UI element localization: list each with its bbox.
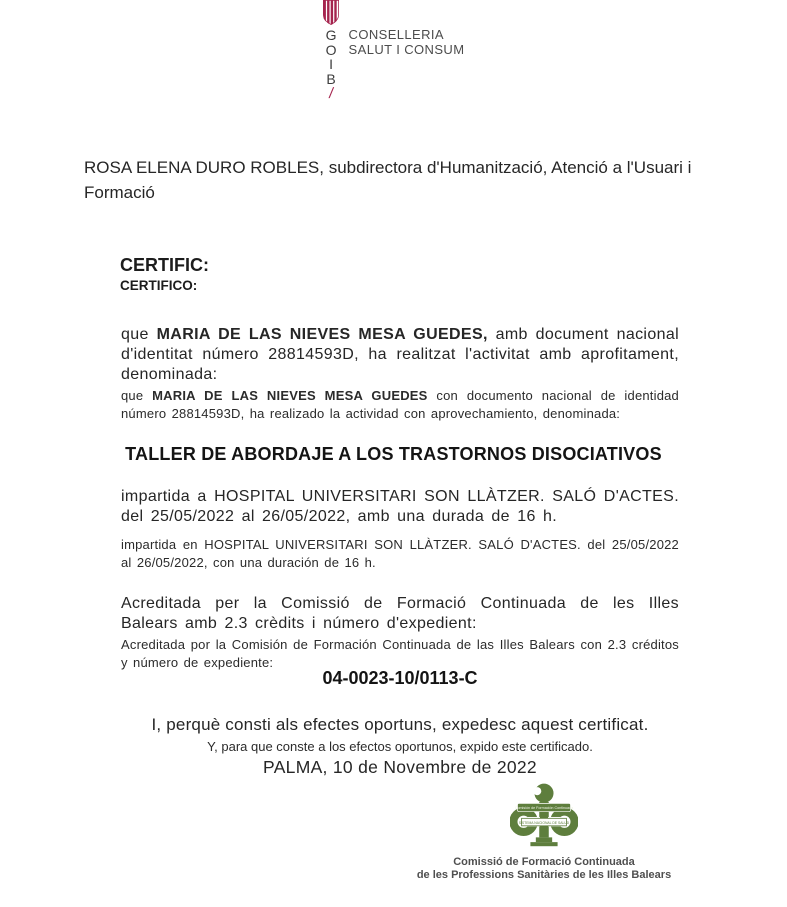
recipient-name-ca: MARIA DE LAS NIEVES MESA GUEDES, bbox=[156, 326, 488, 343]
goib-shield-icon bbox=[323, 0, 339, 25]
issuer-line: ROSA ELENA DURO ROBLES, subdirectora d'Humanització, Atenció a l'Usuari i Formació bbox=[84, 158, 692, 202]
footer-seal-block bbox=[416, 783, 672, 882]
footer-caption-line1: Comissió de Formació Continuada bbox=[453, 856, 635, 868]
closing-line-es: Y, para que conste a los efectos oportunos, expido este certificado. bbox=[207, 739, 593, 754]
goib-letter-g: G bbox=[325, 27, 337, 43]
conselleria-line2: SALUT I CONSUM bbox=[348, 41, 465, 57]
accreditation-paragraph-ca: Acreditada per la Comissió de Formació Continuada de les Illes Balears amb 2.3 crèdits i número d'expedient: bbox=[121, 595, 679, 632]
cfc-seal-icon bbox=[510, 783, 578, 853]
recipient-es-suffix: con documento nacional de identidad número 28814593D, ha realizado la actividad con aprovechamiento, denominada: bbox=[121, 388, 679, 421]
certific-heading-es: CERTIFICO: bbox=[120, 278, 198, 293]
conselleria-line1: CONSELLERIA bbox=[348, 27, 444, 42]
conselleria-text bbox=[349, 0, 465, 101]
activity-title: TALLER DE ABORDAJE A LOS TRASTORNOS DISOCIATIVOS bbox=[125, 444, 662, 464]
certific-heading-ca: CERTIFIC: bbox=[120, 255, 209, 275]
closing-line-ca: I, perquè consti als efectes oportuns, expedesc aquest certificat. bbox=[151, 715, 649, 734]
recipient-ca-suffix: amb document nacional d'identitat número 28814593D, ha realitzat l'activitat amb aprofitament, denominada: bbox=[121, 326, 679, 383]
footer-caption-line2: de les Professions Sanitàries de les Illes Balears bbox=[416, 869, 672, 881]
goib-logo bbox=[323, 0, 465, 101]
recipient-paragraph-ca bbox=[121, 325, 679, 385]
venue-paragraph-ca: impartida a HOSPITAL UNIVERSITARI SON LLÀTZER. SALÓ D'ACTES. del 25/05/2022 al 26/05/2022, amb una durada de 16 h. bbox=[121, 488, 679, 525]
goib-letter-i: I bbox=[329, 56, 333, 73]
venue-paragraph-es: impartida en HOSPITAL UNIVERSITARI SON LLÀTZER. SALÓ D'ACTES. del 25/05/2022 al 26/05/2022, con una duración de 16 h. bbox=[121, 537, 679, 570]
footer-caption bbox=[417, 856, 671, 882]
place-date-line: PALMA, 10 de Novembre de 2022 bbox=[263, 757, 537, 777]
goib-slash-icon: / bbox=[327, 85, 335, 103]
accreditation-paragraph-es: Acreditada por la Comisión de Formación Continuada de las Illes Balears con 2.3 créditos y número de expediente: bbox=[121, 637, 679, 670]
goib-letter-b: B bbox=[326, 70, 336, 87]
seal-banner-middle: SISTEMA NACIONAL DE SALUD bbox=[518, 820, 570, 825]
recipient-es-prefix: que bbox=[121, 388, 153, 403]
goib-letter-o: O bbox=[325, 41, 337, 58]
recipient-name-es: MARIA DE LAS NIEVES MESA GUEDES bbox=[152, 388, 428, 403]
goib-header bbox=[0, 0, 787, 101]
goib-logo-column bbox=[323, 0, 340, 101]
recipient-ca-prefix: que bbox=[121, 326, 157, 343]
seal-banner-top: Comisión de Formación Continuada bbox=[514, 806, 574, 811]
recipient-paragraph-es bbox=[121, 387, 679, 423]
file-number: 04-0023-10/0113-C bbox=[322, 668, 478, 688]
